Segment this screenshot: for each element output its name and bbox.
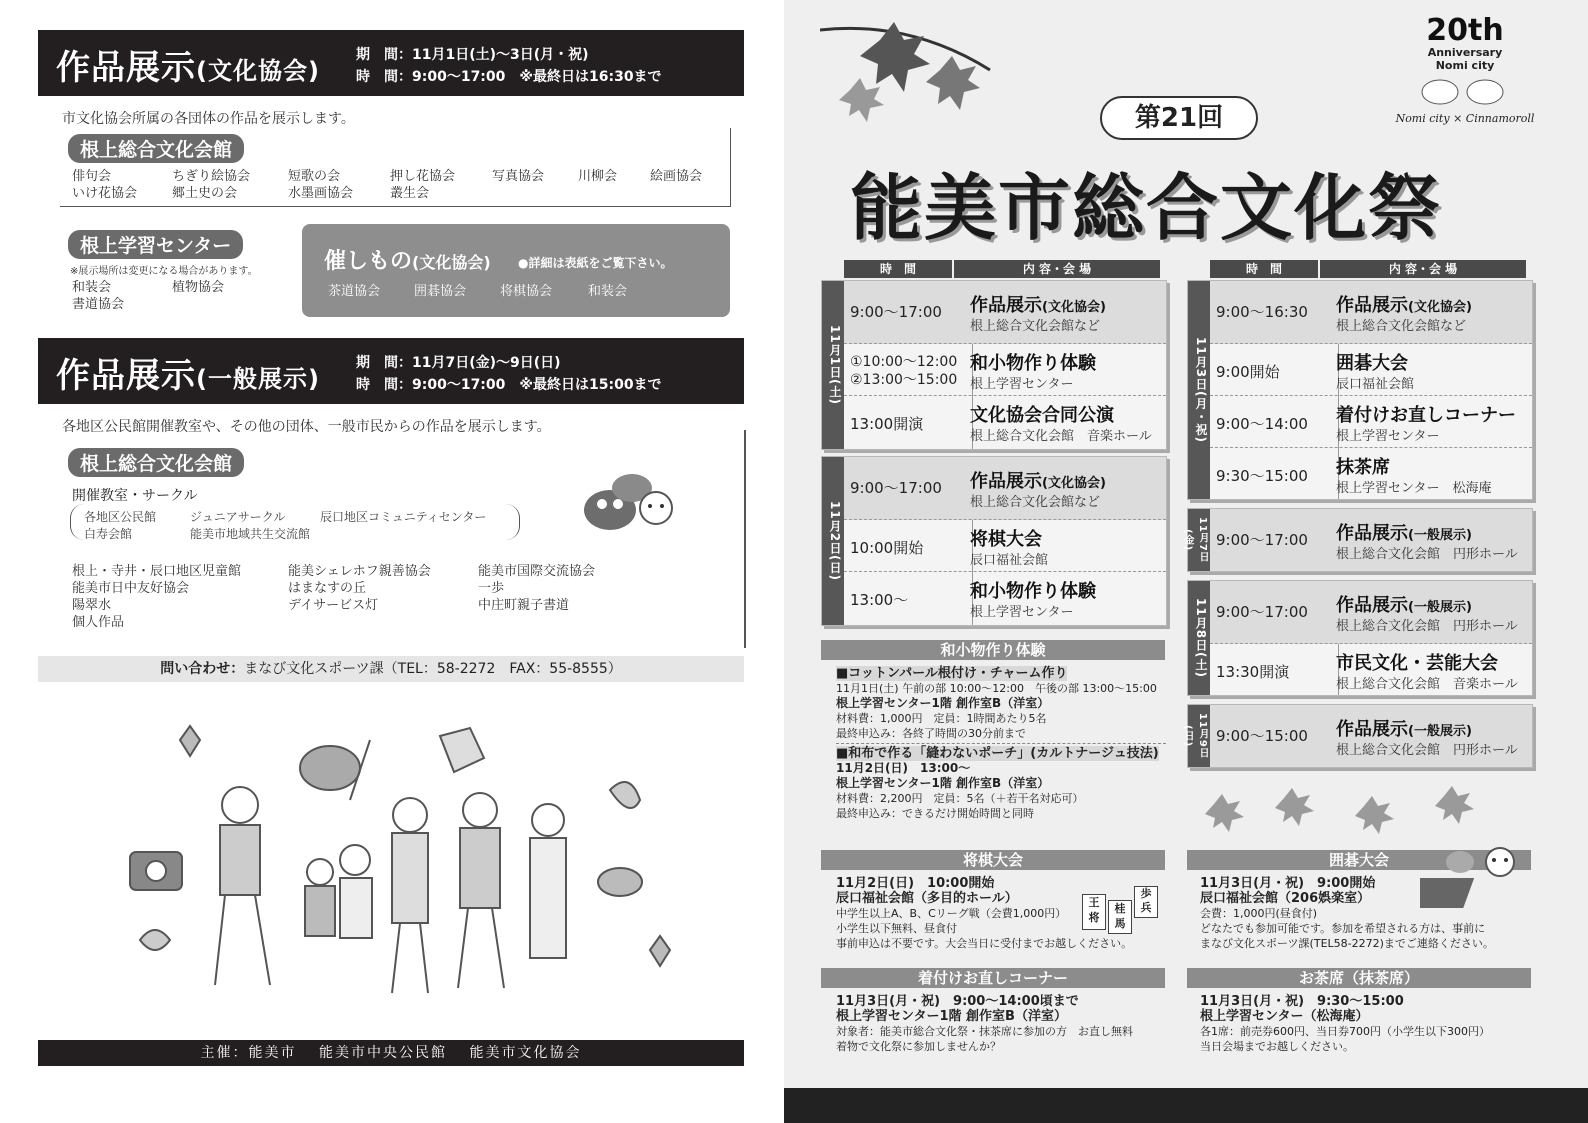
edition-badge: 第21回 — [1100, 96, 1258, 140]
day-block-nov1 — [821, 280, 1167, 450]
leaves-decoration-icon — [1204, 784, 1524, 834]
event-title-main: 催しもの — [324, 249, 413, 274]
event-row — [1210, 509, 1532, 571]
contact-label: 問い合わせ： — [160, 661, 245, 677]
event-note: ●詳細は表紙をご覧下さい。 — [518, 256, 673, 270]
contact-bar — [38, 656, 744, 682]
day-block-nov9 — [1182, 704, 1533, 768]
event-time: 13:00開演 — [850, 415, 924, 433]
wakomono-a-head: ■コットンパール根付け・チャーム作り — [836, 666, 1068, 681]
section2-title-main: 作品展示 — [56, 356, 196, 396]
anniv-collab: Nomi city × Cinnamoroll — [1395, 112, 1535, 125]
wakomono-title: 和小物作り体験 — [821, 640, 1165, 660]
wakomono-b-line: 11月2日(日) 13:00～ — [836, 761, 971, 775]
shogi-piece-char: 兵 — [1140, 901, 1152, 914]
wakomono-b-line: 最終申込み：できるだけ開始時間と同時 — [836, 807, 1034, 820]
shogi-piece — [1082, 894, 1106, 930]
event-row — [1210, 705, 1532, 767]
class-item: 白寿会館 — [84, 527, 133, 541]
igo-line: まなび文化スポーツ課(TEL58-2272)までご連絡ください。 — [1200, 937, 1494, 950]
venue1-item: 絵画協会 — [650, 169, 703, 184]
event-title-sub: (文化協会) — [412, 253, 491, 272]
contact-text: まなび文化スポーツ課（TEL：58-2272 FAX：55-8555） — [244, 661, 622, 677]
venue2-item: 和装会 — [72, 280, 112, 295]
event-title: 囲碁大会 — [1336, 353, 1408, 374]
event-row — [1210, 643, 1532, 695]
class-item: 辰口地区コミュニティセンター — [320, 510, 487, 524]
event-row — [1210, 395, 1532, 448]
event-row — [844, 457, 1166, 520]
shogi-piece-char: 歩 — [1140, 887, 1152, 900]
igo-line: 11月3日(月・祝) 9:00開始 — [1200, 876, 1376, 891]
igo-line: 会費：1,000円(昼食付) — [1200, 907, 1318, 920]
event-time: 9:00～14:00 — [1216, 415, 1308, 433]
event-title-main: 作品展示 — [970, 295, 1042, 316]
event-venue: 根上学習センター — [1336, 429, 1440, 444]
group-item: 能美市国際交流協会 — [478, 564, 596, 579]
event-title-sub: (一般展示) — [1408, 724, 1472, 739]
wakomono-body — [836, 666, 1166, 821]
event-title: 将棋大会 — [970, 529, 1042, 550]
th-time-left: 時 間 — [844, 260, 952, 278]
venue1-item: 叢生会 — [390, 186, 430, 201]
shogi-line: 中学生以上A、B、Cリーグ戦（会費1,000円） — [836, 907, 1067, 920]
event-time: 9:00～17:00 — [850, 479, 942, 497]
event-title — [1336, 715, 1472, 741]
event-title-main: 作品展示 — [1336, 719, 1408, 740]
event-title: 和小物作り体験 — [970, 581, 1096, 602]
section2-hours: 時 間：9:00～17:00 ※最終日は15:00まで — [356, 377, 662, 393]
event-time-2: ②13:00～15:00 — [850, 372, 958, 388]
event-venue: 根上総合文化会館など — [970, 319, 1101, 334]
venue1-item: いけ花協会 — [72, 186, 138, 201]
event-row — [1210, 281, 1532, 344]
group-item: 中庄町親子書道 — [478, 598, 570, 613]
section2-title-sub: (一般展示) — [196, 365, 320, 393]
shogi-piece — [1134, 886, 1158, 918]
shogi-pieces-icon — [1080, 886, 1160, 934]
event-row — [1210, 581, 1532, 644]
group-item: 一歩 — [478, 581, 505, 596]
event-venue: 根上学習センター — [970, 605, 1074, 620]
shogi-line: 事前申込は不要です。大会当日に受付までお越しください。 — [836, 937, 1133, 950]
event-venue: 根上学習センター — [970, 377, 1074, 392]
event-time: 9:00開始 — [1216, 363, 1280, 381]
event-venue: 根上総合文化会館 円形ホール — [1336, 743, 1518, 758]
festival-title: 能美市総合文化祭 — [850, 166, 1443, 250]
day-block-nov2 — [821, 456, 1167, 626]
event-venue: 根上総合文化会館など — [970, 495, 1101, 510]
section1-title — [56, 40, 320, 89]
venue1-item: 俳句会 — [72, 169, 112, 184]
right-bottom-bar — [784, 1088, 1588, 1123]
event-title — [1336, 291, 1472, 317]
venue2-label: 根上学習センター — [68, 230, 243, 259]
anniversary-badge — [1390, 13, 1540, 146]
event-title: 抹茶席 — [1336, 457, 1390, 478]
venue1-item: 川柳会 — [578, 169, 618, 184]
event-time: 9:30～15:00 — [1216, 467, 1308, 485]
event-venue: 辰口福祉会館 — [970, 553, 1049, 568]
day-label: 11月9日(日) — [1188, 705, 1210, 767]
event-row — [1210, 343, 1532, 396]
kitsuke-line: 着物で文化祭に参加しませんか？ — [836, 1040, 1001, 1053]
section2-divider — [744, 430, 746, 648]
event-item: 将棋協会 — [500, 284, 553, 299]
section2-header — [38, 338, 744, 404]
ochaseki-title: お茶席（抹茶席） — [1187, 968, 1531, 988]
wakomono-a-line: 11月1日(土) 午前の部 10:00～12:00 午後の部 13:00～15:00 — [836, 682, 1157, 695]
igo-line: 辰口福祉会館（206娯楽室） — [1200, 891, 1371, 906]
ochaseki-line: 11月3日(月・祝) 9:30～15:00 — [1200, 994, 1404, 1009]
class-item: ジュニアサークル — [190, 510, 286, 524]
event-title-main: 作品展示 — [970, 471, 1042, 492]
kitsuke-line: 根上学習センター1階 創作室B（洋室） — [836, 1009, 1067, 1024]
day-block-nov8 — [1187, 580, 1533, 696]
event-title-sub: (一般展示) — [1408, 600, 1472, 615]
th-content-left: 内 容・会 場 — [954, 260, 1160, 278]
shogi-piece-char: 王 — [1088, 896, 1100, 909]
section1-title-sub: (文化協会) — [196, 57, 320, 85]
event-venue: 根上総合文化会館 円形ホール — [1336, 619, 1518, 634]
event-time: 9:00～17:00 — [1216, 603, 1308, 621]
wakomono-b-head: ■和布で作る「縫わないポーチ」(カルトナージュ技法) — [836, 746, 1159, 761]
kitsuke-title: 着付けお直しコーナー — [821, 968, 1165, 988]
event-time: 9:00～16:30 — [1216, 303, 1308, 321]
event-row — [844, 395, 1166, 447]
section1-title-main: 作品展示 — [56, 48, 196, 88]
ochaseki-line: 根上学習センター（松海庵） — [1200, 1009, 1369, 1024]
event-title-main: 作品展示 — [1336, 595, 1408, 616]
igo-mascot-icon — [1420, 840, 1530, 920]
shogi-line: 小学生以下無料、昼食付 — [836, 922, 957, 935]
class-label: 開催教室・サークル — [72, 488, 198, 504]
event-title: 市民文化・芸能大会 — [1336, 653, 1498, 674]
event-row — [844, 519, 1166, 572]
event-time: 13:00～ — [850, 591, 909, 609]
class-item: 能美市地域共生交流館 — [190, 527, 311, 541]
event-title-sub: (文化協会) — [1042, 476, 1106, 491]
day-label: 11月3日(月・祝) — [1188, 281, 1210, 499]
family-illustration — [90, 700, 710, 1020]
section1-description: 市文化協会所属の各団体の作品を展示します。 — [62, 111, 355, 127]
event-title-sub: (文化協会) — [1042, 300, 1106, 315]
day-label: 11月8日(土) — [1188, 581, 1210, 695]
event-row — [844, 343, 1166, 396]
organizers-bar: 主催：能美市 能美市中央公民館 能美市文化協会 — [38, 1040, 744, 1066]
event-venue: 根上総合文化会館 円形ホール — [1336, 547, 1518, 562]
wakomono-b-line: 材料費：2,200円 定員：5名（＋若干名対応可） — [836, 792, 1084, 805]
day-block-nov7 — [1182, 508, 1533, 572]
event-title — [970, 291, 1106, 317]
group-item: 陽翠水 — [72, 598, 112, 613]
kitsuke-body — [836, 994, 1166, 1054]
event-item: 茶道協会 — [328, 284, 381, 299]
day-label: 11月1日(土) — [822, 281, 844, 449]
class-item: 各地区公民館 — [84, 510, 157, 524]
event-title: 着付けお直しコーナー — [1336, 405, 1516, 426]
section1-header — [38, 30, 744, 96]
shogi-piece-char: 馬 — [1114, 917, 1126, 930]
venue1-item: 写真協会 — [492, 169, 545, 184]
event-title-main: 作品展示 — [1336, 295, 1408, 316]
th-time-right: 時 間 — [1210, 260, 1318, 278]
event-time: ①10:00～12:00 — [850, 354, 958, 370]
ochaseki-line: 各1席：前売券600円、当日券700円（小学生以下300円） — [1200, 1025, 1490, 1038]
venue1-item: ちぎり絵協会 — [172, 169, 251, 184]
event-title: 文化協会合同公演 — [970, 405, 1114, 426]
event-title — [1336, 591, 1472, 617]
venue1-item: 短歌の会 — [288, 169, 341, 184]
event-row — [844, 281, 1166, 344]
ochaseki-body — [1200, 994, 1530, 1054]
event-title — [1336, 519, 1472, 545]
kitsuke-line: 11月3日(月・祝) 9:00～14:00頃まで — [836, 994, 1079, 1009]
day-block-nov3 — [1187, 280, 1533, 500]
shogi-piece-char: 桂 — [1114, 902, 1126, 915]
section1-period: 期 間：11月1日(土)～3日(月・祝) — [356, 47, 589, 63]
venue1-item: 押し花協会 — [390, 169, 456, 184]
venue1-label: 根上総合文化会館 — [68, 134, 244, 163]
shogi-piece-char: 将 — [1088, 911, 1100, 924]
wakomono-a-line: 最終申込み：各終了時間の30分前まで — [836, 726, 1166, 744]
wakomono-b-line: 根上学習センター1階 創作室B（洋室） — [836, 776, 1050, 790]
venue2-item: 書道協会 — [72, 297, 125, 312]
igo-line: どなたでも参加可能です。参加を希望される方は、事前に — [1200, 922, 1486, 935]
event-venue: 辰口福祉会館 — [1336, 377, 1415, 392]
venue1-item: 水墨画協会 — [288, 186, 354, 201]
igo-title: 囲碁大会 — [1187, 850, 1531, 870]
section2-period: 期 間：11月7日(金)～9日(日) — [356, 355, 561, 371]
event-venue: 根上総合文化会館 音楽ホール — [1336, 677, 1518, 692]
event-box — [302, 224, 730, 317]
event-venue: 根上学習センター 松海庵 — [1336, 481, 1492, 496]
maple-leaves-icon — [820, 10, 1020, 160]
section2-venue: 根上総合文化会館 — [68, 448, 244, 477]
day-label: 11月2日(日) — [822, 457, 844, 625]
group-item: はまなすの丘 — [288, 581, 367, 596]
event-title: 和小物作り体験 — [970, 353, 1096, 374]
shogi-body — [836, 876, 1133, 951]
group-item: 根上・寺井・辰口地区児童館 — [72, 564, 242, 579]
venue1-item: 郷土史の会 — [172, 186, 238, 201]
shogi-title: 将棋大会 — [821, 850, 1165, 870]
wakomono-a-line: 根上学習センター1階 創作室B（洋室） — [836, 696, 1050, 710]
anniv-city: Nomi city — [1435, 59, 1495, 72]
shogi-line: 11月2日(日) 10:00開始 — [836, 876, 995, 891]
section1-hours: 時 間：9:00～17:00 ※最終日は16:30まで — [356, 69, 662, 85]
event-item: 和装会 — [588, 284, 628, 299]
right-page — [784, 0, 1588, 1123]
event-title-main: 作品展示 — [1336, 523, 1408, 544]
wakomono-a-line: 材料費：1,000円 定員：1時間あたり5名 — [836, 712, 1047, 725]
event-time: 9:00～15:00 — [1216, 727, 1308, 745]
group-item: 能美シェレホフ親善協会 — [288, 564, 431, 579]
event-row — [1210, 447, 1532, 499]
group-item: 能美市日中友好協会 — [72, 581, 190, 596]
event-title — [324, 244, 491, 275]
event-title-sub: (文化協会) — [1408, 300, 1472, 315]
group-item: 個人作品 — [72, 615, 125, 630]
anniv-text: Anniversary — [1427, 46, 1503, 59]
event-time: 13:30開演 — [1216, 663, 1290, 681]
cinnamoroll-icon — [1410, 72, 1520, 108]
th-content-right: 内 容・会 場 — [1320, 260, 1526, 278]
day-label: 11月7日(金) — [1188, 509, 1210, 571]
event-time: 10:00開始 — [850, 539, 924, 557]
event-venue: 根上総合文化会館 音楽ホール — [970, 429, 1152, 444]
event-title — [970, 467, 1106, 493]
event-venue: 根上総合文化会館など — [1336, 319, 1467, 334]
shogi-piece — [1108, 900, 1132, 934]
mascot-illustration — [580, 462, 680, 542]
venue2-item: 植物協会 — [172, 280, 225, 295]
venue2-note: ※展示場所は変更になる場合があります。 — [70, 266, 258, 277]
event-time: 9:00～17:00 — [1216, 531, 1308, 549]
shogi-line: 辰口福祉会館（多目的ホール） — [836, 891, 1018, 906]
section2-title — [56, 348, 320, 397]
event-time: 9:00～17:00 — [850, 303, 942, 321]
anniv-20th: 20th — [1426, 13, 1504, 48]
event-row — [844, 571, 1166, 623]
event-item: 囲碁協会 — [414, 284, 467, 299]
group-item: デイサービス灯 — [288, 598, 379, 613]
section2-description: 各地区公民館開催教室や、その他の団体、一般市民からの作品を展示します。 — [62, 419, 551, 435]
ochaseki-line: 当日会場までお越しください。 — [1200, 1040, 1354, 1053]
event-title-sub: (一般展示) — [1408, 528, 1472, 543]
kitsuke-line: 対象者：能美市総合文化祭・抹茶席に参加の方 お直し無料 — [836, 1025, 1133, 1038]
